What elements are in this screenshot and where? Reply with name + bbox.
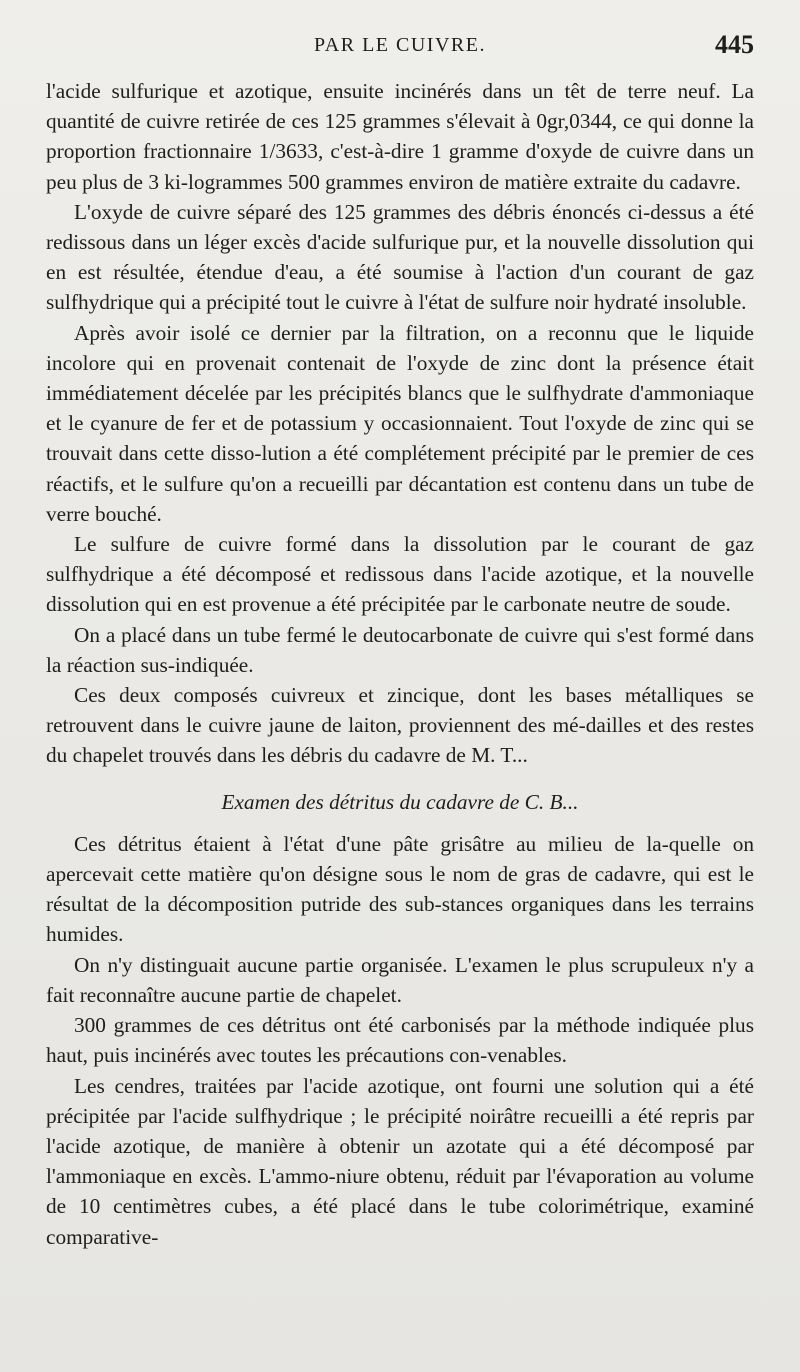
paragraph: On a placé dans un tube fermé le deutocarbonate de cuivre qui s'est formé dans la réaction sus-indiquée. — [46, 622, 754, 677]
paragraph: Ces détritus étaient à l'état d'une pâte grisâtre au milieu de la-quelle on apercevait cette matière qu'on désigne sous le nom de gras de cadavre, qui est le résultat de la décomposition putride des sub-stances organiques dans les terrains humides. — [46, 831, 754, 947]
page-header — [46, 30, 754, 76]
paragraph: Après avoir isolé ce dernier par la filtration, on a reconnu que le liquide incolore qui en provenait contenait de l'oxyde de zinc dont la présence était immédiatement décelée par les précipités blancs que le sulfhydrate d'ammoniaque et le cyanure de fer et de potassium y occasionnaient. Tout l'oxyde de zinc qui se trouvait dans cette disso-lution a été complétement précipité par le premier de ces réactifs, et le sulfure qu'on a recueilli par décantation est contenu dans un tube de verre bouché. — [46, 320, 754, 526]
paragraph: Les cendres, traitées par l'acide azotique, ont fourni une solution qui a été précipitée par l'acide sulfhydrique ; le précipité noirâtre recueilli a été repris par l'acide azotique, de manière à obtenir un azotate qui a été décomposé par l'ammoniaque en excès. L'ammo-niure obtenu, réduit par l'évaporation au volume de 10 centimètres cubes, a été placé dans le tube colorimétrique, examiné comparative- — [46, 1073, 754, 1249]
paragraph: Le sulfure de cuivre formé dans la dissolution par le courant de gaz sulfhydrique a été décomposé et redissous dans l'acide azotique, et la nouvelle dissolution qui en est provenue a été précipitée par le carbonate neutre de soude. — [46, 532, 754, 617]
paragraph: Ces deux composés cuivreux et zincique, dont les bases métalliques se retrouvent dans le cuivre jaune de laiton, proviennent des mé-dailles et des restes du chapelet trouvés dans les débris du cadavre de M. T... — [46, 683, 754, 768]
paragraph: On n'y distinguait aucune partie organisée. L'examen le plus scrupuleux n'y a fait reconnaître aucune partie de chapelet. — [46, 952, 754, 1007]
paragraph: l'acide sulfurique et azotique, ensuite incinérés dans un têt de terre neuf. La quantité de cuivre retirée de ces 125 grammes s'élevait à 0gr,0344, ce qui donne la proportion fractionnaire 1/3633, c'est-à-dire 1 gramme d'oxyde de cuivre dans un peu plus de 3 ki-logrammes 500 grammes environ de matière extraite du cadavre. — [46, 79, 754, 194]
page-number: 445 — [715, 30, 754, 59]
section-heading: Examen des détritus du cadavre de C. B... — [221, 789, 579, 814]
paragraph: L'oxyde de cuivre séparé des 125 grammes des débris énoncés ci-dessus a été redissous dans un léger excès d'acide sulfurique pur, et la nouvelle dissolution qui en est résultée, étendue d'eau, a été soumise à l'action d'un courant de gaz sulfhydrique qui a précipité tout le cuivre à l'état de sulfure noir hydraté insoluble. — [46, 199, 754, 315]
running-head: PAR LE CUIVRE. — [314, 34, 486, 56]
paragraph: 300 grammes de ces détritus ont été carbonisés par la méthode indiquée plus haut, puis incinérés avec toutes les précautions con-venables. — [46, 1013, 754, 1068]
body-text — [46, 76, 754, 1252]
